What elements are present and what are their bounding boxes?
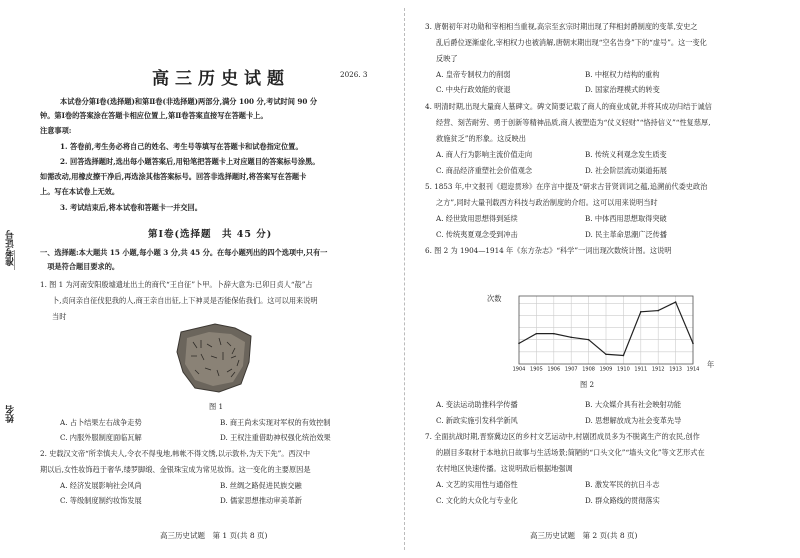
q4-stem-3: 救施贫乏”的形象。这反映出 — [436, 134, 526, 143]
page-1-footer: 高三历史试题 第 1 页(共 8 页) — [160, 531, 268, 540]
data-point — [570, 336, 572, 338]
section-title: 第Ⅰ卷(选择题 共 45 分) — [148, 229, 273, 240]
q5-option-c[interactable]: C. 传统夷夏观念受到冲击 — [436, 230, 518, 239]
q2-option-d[interactable]: D. 儒家思想推动审美革新 — [220, 496, 302, 505]
x-tick-label: 1905 — [530, 366, 543, 372]
q3-option-a[interactable]: A. 皇帝专制权力的削弱 — [436, 70, 511, 79]
x-tick-label: 1913 — [669, 366, 682, 372]
q4-option-b[interactable]: B. 传统义利观念发生质变 — [585, 150, 667, 159]
data-point — [623, 355, 625, 357]
figure-1-caption: 图 1 — [209, 402, 224, 411]
q7-stem-3: 农村地区快速传播。这说明敌后根据地强调 — [436, 464, 573, 473]
q6-option-a[interactable]: A. 变法运动助推科学传播 — [436, 400, 518, 409]
intro-line-1: 本试卷分第Ⅰ卷(选择题)和第Ⅱ卷(非选择题)两部分,满分 100 分,考试时间 90 分 — [60, 97, 318, 106]
page-divider — [404, 8, 405, 550]
section-desc-1: 一、选择题:本大题共 15 小题,每小题 3 分,共 45 分。在每小题列出的四个选项中,只有一 — [40, 248, 328, 257]
q5-stem-1: 5. 1853 年,中文报刊《遐迩贯珍》在序言中提及“研求古昔贤训词之蕴,追溯前代委史政治 — [425, 182, 708, 191]
q3-stem-1: 3. 唐朝初年对功勋和宰相相当重视,高宗至玄宗时期出现了拜相封爵制度的变革,安史之 — [425, 22, 698, 31]
q7-stem-2: 的剧目多取材于本地抗日故事与生活场景;简陋的“口头文化”“墙头文化”等文艺形式在 — [436, 448, 705, 457]
q5-option-a[interactable]: A. 经世致用思想得到延续 — [436, 214, 518, 223]
section-desc-2: 项是符合题目要求的。 — [40, 262, 120, 271]
q4-option-c[interactable]: C. 商品经济重塑社会价值观念 — [436, 166, 533, 175]
q5-stem-2: 之方”,同时大量刊载西方科技与政治制度的介绍。这可以用来说明当时 — [436, 198, 658, 207]
data-point — [605, 353, 607, 355]
note-1: 1. 答卷前,考生务必将自己的姓名、考生号等填写在答题卡和试卷指定位置。 — [60, 142, 303, 151]
q5-option-b[interactable]: B. 中体西用思想取得突破 — [585, 214, 667, 223]
data-point — [692, 343, 694, 345]
x-tick-label: 1906 — [547, 366, 561, 372]
q3-stem-2: 乱后爵位逐渐虚化,宰相权力也被消解,唐朝末期出现“空名告身”下的“虚号”。这一变化 — [436, 38, 707, 47]
exam-number-label: 准考证号 — [6, 230, 16, 266]
q6-option-b[interactable]: B. 大众媒介具有社会映射功能 — [585, 400, 682, 409]
q1-option-c[interactable]: C. 内服外服制度面临瓦解 — [60, 433, 142, 442]
data-point — [536, 333, 538, 335]
note-3: 3. 考试结束后,将本试卷和答题卡一并交回。 — [60, 203, 202, 212]
note-2: 2. 回答选择题时,选出每小题答案后,用铅笔把答题卡上对应题目的答案标号涂黑。 — [60, 157, 320, 166]
x-tick-label: 1909 — [599, 366, 613, 372]
q1-stem-3: 当时 — [52, 312, 67, 321]
exam-date: 2026. 3 — [340, 70, 368, 79]
data-point — [657, 310, 659, 312]
data-point — [675, 301, 677, 303]
x-tick-label: 1911 — [634, 366, 648, 372]
q7-option-d[interactable]: D. 群众路线的贯彻落实 — [585, 496, 660, 505]
q2-stem-1: 2. 史载汉文帝“所幸慎夫人,令衣不得曳地,帏帐不得文绣,以示敦朴,为天下先”。西汉中 — [40, 449, 311, 458]
data-point — [518, 343, 520, 345]
x-tick-label: 1912 — [651, 366, 665, 372]
science-frequency-chart — [511, 292, 701, 372]
q7-option-a[interactable]: A. 文艺的实用性与通俗性 — [436, 480, 518, 489]
oracle-bone-image — [175, 322, 255, 394]
data-point — [640, 311, 642, 313]
q7-option-b[interactable]: B. 激发军民的抗日斗志 — [585, 480, 660, 489]
q2-option-c[interactable]: C. 等级制度制约妆饰发展 — [60, 496, 142, 505]
chart-ylabel: 次数 — [487, 294, 502, 303]
q1-option-b[interactable]: B. 商王尚未实现对军权的有效控制 — [220, 418, 331, 427]
q1-option-d[interactable]: D. 王权注重借助神权强化统治效果 — [220, 433, 331, 442]
q7-stem-1: 7. 全面抗战时期,晋察冀边区的乡村文艺运动中,村剧团成员多为不脱离生产的农民,创作 — [425, 432, 700, 441]
chart-xlabel: 年 — [707, 360, 715, 369]
note-2b: 如需改动,用橡皮擦干净后,再选涂其他答案标号。回答非选择题时,将答案写在答题卡 — [40, 172, 307, 181]
q4-option-a[interactable]: A. 商人行为影响主流价值走向 — [436, 150, 533, 159]
q3-option-b[interactable]: B. 中枢权力结构的重构 — [585, 70, 660, 79]
x-tick-label: 1907 — [564, 366, 578, 372]
q6-stem: 6. 图 2 为 1904—1914 年《东方杂志》“科学”一词出现次数统计图。这说明 — [425, 246, 672, 255]
notes-title: 注意事项: — [40, 126, 72, 135]
q2-option-b[interactable]: B. 丝绸之路促进民族交融 — [220, 481, 302, 490]
q7-option-c[interactable]: C. 文化的大众化与专业化 — [436, 496, 518, 505]
data-point — [588, 339, 590, 341]
q3-option-c[interactable]: C. 中央行政效能的衰退 — [436, 85, 511, 94]
q1-stem-1: 1. 图 1 为河南安阳殷墟遗址出土的商代“王自征”卜甲。卜辞大意为:已卯日贞人“㱿”占 — [40, 280, 313, 289]
q1-stem-2: 卜,贞问亲自征伐犯我的人,商王亲自出征,上下神灵是否能保佑我们。这可以用来说明 — [52, 296, 318, 305]
note-2c: 上。写在本试卷上无效。 — [40, 187, 120, 196]
data-point — [553, 333, 555, 335]
q4-stem-1: 4. 明清时期,出现大量商人墓碑文。碑文简要记载了商人的商业成就,并将其成功归结于诚信 — [425, 102, 712, 111]
q2-option-a[interactable]: A. 经济发展影响社会风尚 — [60, 481, 142, 490]
q3-option-d[interactable]: D. 国家治理模式的转变 — [585, 85, 660, 94]
x-tick-label: 1914 — [686, 366, 700, 372]
name-label: 姓名 — [6, 405, 16, 423]
figure-2-caption: 图 2 — [580, 380, 595, 389]
q4-option-d[interactable]: D. 社会阶层流动渠道拓展 — [585, 166, 667, 175]
q5-option-d[interactable]: D. 民主革命思潮广泛传播 — [585, 230, 667, 239]
q2-stem-2: 期以后,女性妆饰趋于奢华,缕罗脚缎、金银珠宝成为常见妆饰。这一变化的主要原因是 — [40, 465, 311, 474]
exam-title: 高三历史试题 — [152, 69, 290, 89]
q1-option-a[interactable]: A. 占卜结果左右战争走势 — [60, 418, 142, 427]
intro-line-2: 钟。第Ⅰ卷的答案涂在答题卡相应位置上,第Ⅱ卷答案直接写在答题卡上。 — [40, 111, 268, 120]
page-2-footer: 高三历史试题 第 2 页(共 8 页) — [530, 531, 638, 540]
binding-line — [14, 250, 15, 270]
x-tick-label: 1904 — [512, 366, 526, 372]
q6-option-d[interactable]: D. 思想解放成为社会变革先导 — [585, 416, 682, 425]
q4-stem-2: 经营、刻苦耐劳、勇于创新等精神品质,商人被塑造为“仗义轻财”“恪持信义”“性复慈厚, — [436, 118, 711, 127]
x-tick-label: 1910 — [617, 366, 630, 372]
q3-stem-3: 反映了 — [436, 54, 458, 63]
q6-option-c[interactable]: C. 新政实施引发科学新风 — [436, 416, 518, 425]
x-tick-label: 1908 — [582, 366, 595, 372]
